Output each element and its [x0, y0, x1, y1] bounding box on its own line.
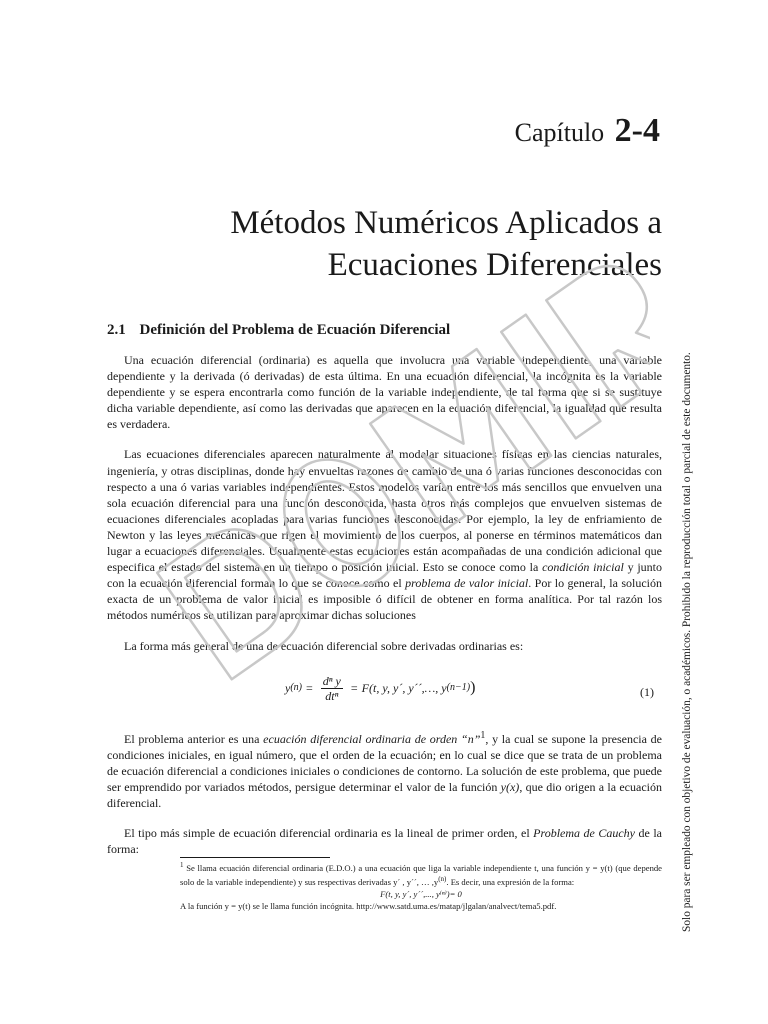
equation-number: (1)	[640, 684, 654, 699]
paragraph-1: Una ecuación diferencial (ordinaria) es aquella que involucra una variable independiente, una variable dependiente y la derivada (ó derivadas) de esta última. En una ecuación diferencial, la incógnita es la variable dependiente y se espera encontrarla como función de la variable independiente, de tal forma que si se sustituye dicha variable dependiente, así como las derivadas que aparecen en la ecuación diferencial, la igualdad que resulta es verdadera.	[107, 353, 662, 432]
emphasis-edo-orden-n: ecuación diferencial ordinaria de orden “n”	[263, 731, 481, 746]
emphasis-condicion-inicial: condición inicial	[542, 560, 624, 575]
equation-fraction: $\frac{\text{dⁿ y}}{\text{dtⁿ}}$	[322, 673, 341, 703]
equation-1	[107, 668, 662, 714]
side-note-vertical: Solo para ser empleado con objetivo de evaluación, o académicos. Prohibido la reproducción total o parcial de este documento.	[681, 352, 693, 932]
section-heading	[107, 322, 450, 339]
paragraph-5: El tipo más simple de ecuación diferencial ordinaria es la lineal de primer orden, el Problema de Cauchy de la forma:	[107, 826, 662, 857]
emphasis-yx: y(x)	[500, 779, 520, 794]
chapter-number: 2-4	[614, 112, 660, 149]
paragraph-4: El problema anterior es una ecuación diferencial ordinaria de orden “n”$^1$, y la cual se supone la presencia de condiciones iniciales, en igual número, que el orden de la ecuación; en lo cual se dice que se trata de un problema de ecuación diferencial a condiciones iniciales o condiciones de contorno. La solución de este problema, que puede ser emprendido por variados métodos, persigue determinar el valor de la función y(x), que dio origen a la ecuación diferencial.	[107, 729, 662, 810]
section-title: Definición del Problema de Ecuación Diferencial	[139, 322, 451, 338]
chapter-label	[515, 112, 660, 150]
footnote-ref: 1	[480, 729, 486, 741]
chapter-word: Capítulo	[514, 118, 605, 147]
emphasis-problema-cauchy: Problema de Cauchy	[533, 826, 636, 841]
footnote-marker: 1	[180, 861, 184, 869]
footnote-line-3: A la función y = y(t) se le llama función incógnita. http://www.satd.uma.es/matap/jlgalan/analvect/tema5.pdf.	[180, 900, 557, 911]
footnote-line-1: $^1$ Se llama ecuación diferencial ordinaria (E.D.O.) a una ecuación que liga la variable independiente t, una función y = y(t) (que depende solo de la variable independiente) y sus respectivas derivadas y´ , y´´, … $,y^{(n)}$. Es decir, una expresión de la forma:	[180, 861, 662, 888]
body-text	[107, 352, 662, 871]
chapter-title-line-2: Ecuaciones Diferenciales	[327, 247, 662, 283]
paragraph-2: Las ecuaciones diferenciales aparecen naturalmente al modelar situaciones físicas en las ciencias naturales, ingeniería, y otras disciplinas, donde hay envueltas razones de cambio de una ó varias funciones desconocidas con respecto a una ó varias variables independientes. Estos modelos varían entre los más sencillos que envuelven una sola ecuación diferencial para una función desconocida, hasta otros más complejos que envuelven sistemas de ecuaciones diferenciales acopladas para varias funciones desconocidas. Por ejemplo, la ley de enfriamiento de Newton y las leyes mecánicas que rigen el movimiento de los cuerpos, al ponerse en términos matemáticos dan lugar a ecuaciones diferenciales. Usualmente estas ecuaciones están acompañadas de una condición adicional que especifica el estado del sistema en un tiempo o posición inicial. Esto se conoce como la condición inicial y junto con la ecuación diferencial forman lo que se conoce como el problema de valor inicial. Por lo general, la solución exacta de un problema de valor inicial es imposible ó difícil de obtener en forma analítica. Por tal razón los métodos numéricos se utilizan para aproximar dichas soluciones	[107, 447, 663, 623]
equation-body: y (n) = $\frac{\text{dⁿ y}}{\text{dtⁿ}}$ = F(t, y, y´, y´´,…, y (n−1) )	[285, 673, 476, 703]
footnote-rule	[180, 857, 330, 858]
footnote-formula: F(t, y, y´, y´´,..., y⁽ⁿ⁾)= 0	[380, 888, 462, 899]
paragraph-3: La forma más general de una de ecuación diferencial sobre derivadas ordinarias es:	[124, 638, 524, 653]
section-number: 2.1	[107, 322, 126, 338]
emphasis-problema-valor-inicial: problema de valor inicial	[405, 576, 529, 591]
chapter-title	[230, 202, 662, 286]
footnote	[180, 860, 662, 912]
chapter-title-line-1: Métodos Numéricos Aplicados a	[230, 205, 662, 241]
